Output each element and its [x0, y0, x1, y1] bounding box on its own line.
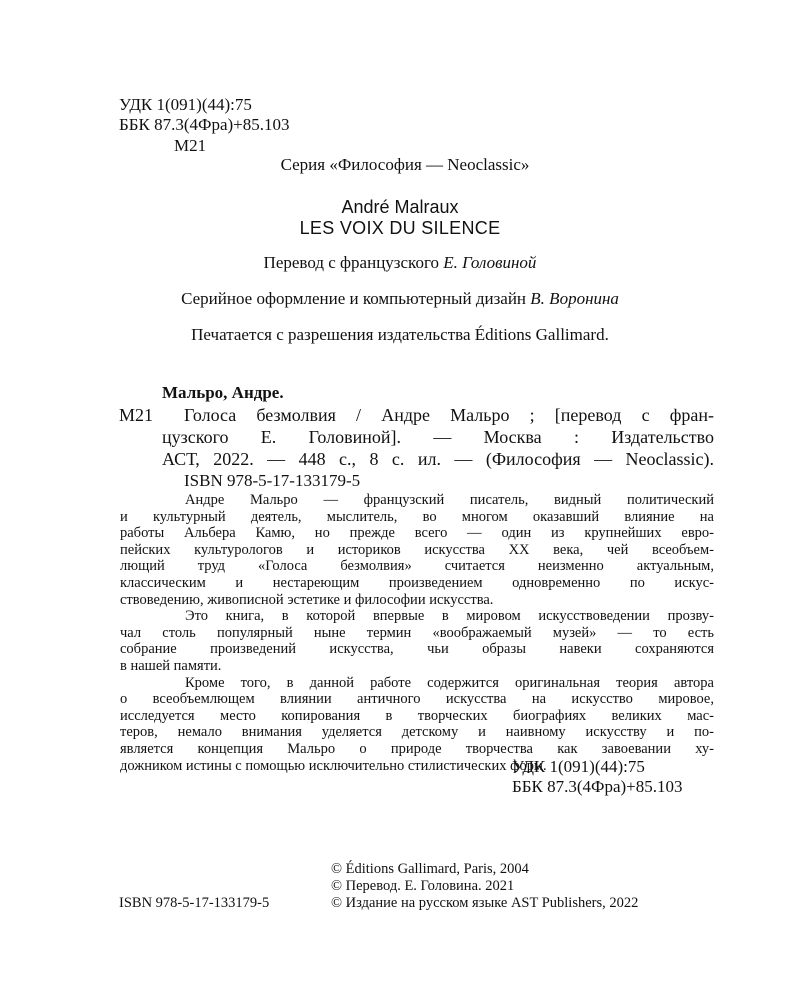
original-author: André Malraux: [341, 197, 459, 217]
catalog-line-3: АСТ, 2022. — 448 с., 8 с. ил. — (Философия — Neoclassic).: [162, 449, 714, 469]
catalog-line-1: Голоса безмолвия / Андре Мальро ; [перевод с фран-: [184, 405, 714, 425]
annotation: [120, 492, 714, 774]
annotation-p1-line: Андре Мальро — французский писатель, видный политический: [185, 492, 714, 508]
annotation-p3-line: о всеобъемлющем влиянии античного искусства на искусство мировое,: [120, 691, 714, 708]
permission-line: Печатается с разрешения издательства Éditions Gallimard.: [191, 325, 609, 344]
catalog-line-2: цузского Е. Головиной]. — Москва : Издательство: [162, 427, 714, 447]
annotation-p3-line: дожником истины с помощью исключительно стилистических форм.: [120, 757, 547, 774]
annotation-p3-line: Кроме того, в данной работе содержится оригинальная теория автора: [185, 674, 714, 691]
annotation-p3-line: является концепция Мальро о природе творчества как завоевании ху-: [120, 740, 714, 757]
copyright-line-1: © Éditions Gallimard, Paris, 2004: [331, 861, 529, 877]
annotation-p2-line: чал столь популярный ныне термин «воображаемый музей» — то есть: [120, 624, 714, 641]
translation-prefix: Перевод с французского: [263, 253, 439, 272]
udk-code: УДК 1(091)(44):75: [119, 95, 252, 114]
bottom-bbk-code: ББК 87.3(4Фра)+85.103: [512, 777, 683, 796]
annotation-p1-line: пейских культурологов и историков искусства XX века, чей всеобъем-: [120, 541, 714, 558]
annotation-p1-line: и культурный деятель, мыслитель, во многом оказавший влияние на: [120, 508, 714, 525]
annotation-p1-line: лющий труд «Голоса безмолвия» считается неизменно актуальным,: [120, 558, 714, 575]
annotation-p3-line: исследуется место копирования в творческих биографиях великих мас-: [120, 707, 714, 724]
author-mark: М21: [174, 136, 207, 155]
series-line: Серия «Философия — Neoclassic»: [280, 155, 530, 174]
annotation-p2-line: собрание произведений искусства, чьи образы навеки сохраняются: [120, 641, 714, 658]
copyright-line-3: © Издание на русском языке AST Publishers, 2022: [331, 895, 639, 911]
design-credit: [0, 289, 800, 309]
annotation-p1-line: ствоведению, живописной эстетике и философии искусства.: [120, 591, 494, 608]
annotation-p1-line: классическим и нестареющим произведением одновременно по искус-: [120, 574, 714, 591]
catalog-isbn: ISBN 978-5-17-133179-5: [184, 471, 361, 490]
translator-name: Е. Головиной: [443, 253, 537, 272]
bbk-code: ББК 87.3(4Фра)+85.103: [119, 115, 290, 134]
bottom-udk-code: УДК 1(091)(44):75: [512, 757, 645, 776]
annotation-p1-line: работы Альбера Камю, но прежде всего — один из крупнейших евро-: [120, 525, 714, 542]
original-title: LES VOIX DU SILENCE: [299, 218, 501, 238]
catalog-mark: М21: [119, 405, 154, 425]
copyright-line-2: © Перевод. Е. Головина. 2021: [331, 878, 515, 894]
designer-name: В. Воронина: [530, 289, 619, 308]
annotation-p2-line: Это книга, в которой впервые в мировом искусствоведении прозву-: [185, 608, 714, 625]
design-prefix: Серийное оформление и компьютерный дизайн: [181, 289, 527, 308]
copyright-isbn: ISBN 978-5-17-133179-5: [119, 895, 270, 911]
catalog-author: Мальро, Андре.: [162, 383, 284, 402]
translation-credit: [0, 253, 800, 273]
annotation-p3-line: теров, немало внимания уделяется детскому и наивному искусству и по-: [120, 724, 714, 741]
annotation-p2-line: в нашей памяти.: [120, 657, 222, 674]
